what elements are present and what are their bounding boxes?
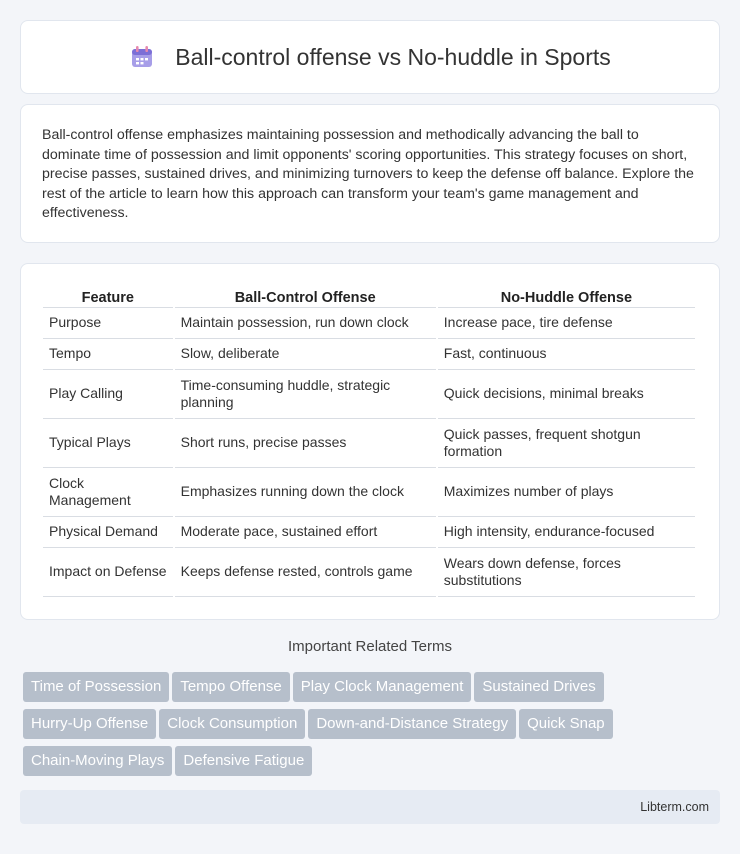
comparison-table-card [20,263,720,620]
table-cell: Wears down defense, forces substitutions [438,548,695,597]
table-row [43,370,695,419]
table-row [43,419,695,468]
related-term-tag[interactable]: Defensive Fatigue [175,746,312,776]
related-term-tag[interactable]: Hurry-Up Offense [23,709,156,739]
table-cell: Quick decisions, minimal breaks [438,370,695,419]
related-term-tag[interactable]: Play Clock Management [293,672,472,702]
footer-site-link[interactable]: Libterm.com [640,800,709,814]
table-cell: Clock Management [43,468,173,517]
table-header-row [43,286,695,308]
table-cell: Maximizes number of plays [438,468,695,517]
table-cell: Quick passes, frequent shotgun formation [438,419,695,468]
table-cell: Physical Demand [43,517,173,548]
table-cell: Increase pace, tire defense [438,308,695,339]
table-cell: Fast, continuous [438,339,695,370]
comparison-table [41,286,697,597]
calendar-icon [129,44,155,70]
table-cell: Impact on Defense [43,548,173,597]
table-cell: Maintain possession, run down clock [175,308,436,339]
table-cell: Typical Plays [43,419,173,468]
related-term-tag[interactable]: Chain-Moving Plays [23,746,172,776]
table-row [43,548,695,597]
page-title: Ball-control offense vs No-huddle in Sports [175,43,611,70]
header-ball-control: Ball-Control Offense [175,286,436,308]
header-feature: Feature [43,286,173,308]
table-cell: Short runs, precise passes [175,419,436,468]
table-cell: Emphasizes running down the clock [175,468,436,517]
table-row [43,517,695,548]
table-row [43,339,695,370]
table-cell: Time-consuming huddle, strategic planning [175,370,436,419]
header-no-huddle: No-Huddle Offense [438,286,695,308]
table-cell: High intensity, endurance-focused [438,517,695,548]
intro-text: Ball-control offense emphasizes maintaining possession and methodically advancing the ball to dominate time of possession and limit opponents' scoring opportunities. This strategy focuses on short, precise passes, sustained drives, and minimizing turnovers to keep the defense off balance. Explore the rest of the article to learn how this approach can transform your team's game management and effectiveness. [42,127,694,222]
table-cell: Slow, deliberate [175,339,436,370]
header-card [20,20,720,94]
intro-card [20,104,720,243]
related-term-tag[interactable]: Down-and-Distance Strategy [308,709,516,739]
table-cell: Keeps defense rested, controls game [175,548,436,597]
related-term-tag[interactable]: Tempo Offense [172,672,289,702]
related-term-tag[interactable]: Sustained Drives [474,672,603,702]
related-terms-title: Important Related Terms [288,638,452,655]
table-cell: Play Calling [43,370,173,419]
related-terms-list [23,672,723,783]
related-term-tag[interactable]: Quick Snap [519,709,613,739]
related-term-tag[interactable]: Time of Possession [23,672,169,702]
table-cell: Tempo [43,339,173,370]
table-cell: Purpose [43,308,173,339]
table-row [43,468,695,517]
footer [20,790,720,824]
table-row [43,308,695,339]
related-term-tag[interactable]: Clock Consumption [159,709,305,739]
table-cell: Moderate pace, sustained effort [175,517,436,548]
